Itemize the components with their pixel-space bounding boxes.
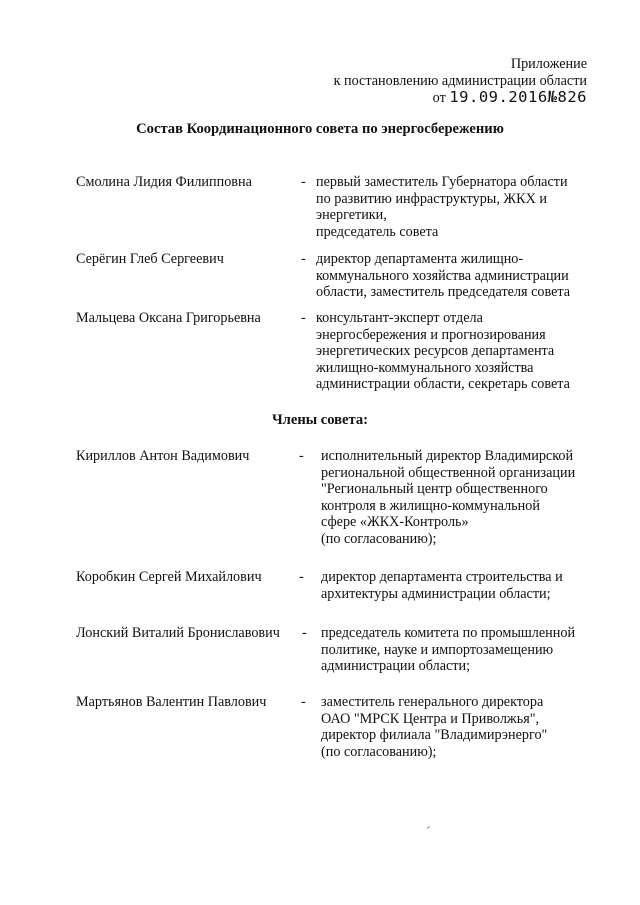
- dash-separator: -: [302, 625, 307, 641]
- position-line: заместитель генерального директора: [321, 694, 544, 710]
- person-name: Серёгин Глеб Сергеевич: [76, 251, 224, 267]
- dash-separator: -: [299, 448, 304, 464]
- dash-separator: -: [301, 694, 306, 710]
- position-line: архитектуры администрации области;: [321, 585, 551, 602]
- position-line: директор департамента жилищно-: [316, 251, 524, 267]
- position-line: жилищно-коммунального хозяйства: [316, 359, 534, 376]
- person-name: Лонский Виталий Брониславович: [76, 625, 280, 641]
- position-description: [321, 569, 611, 602]
- position-line: области, заместитель председателя совета: [316, 284, 571, 300]
- position-line: политике, науке и импортозамещению: [321, 641, 554, 658]
- position-line: исполнительный директор Владимирской: [321, 448, 574, 464]
- position-line: энергосбережения и прогнозирования: [316, 326, 546, 343]
- position-description: [321, 625, 611, 675]
- person-name: Мартьянов Валентин Павлович: [76, 694, 267, 710]
- position-line: сфере «ЖКХ-Контроль»: [321, 514, 469, 530]
- person-name: Коробкин Сергей Михайлович: [76, 569, 262, 585]
- document-title: Состав Координационного совета по энергосбережению: [136, 121, 504, 137]
- position-line: энергетических ресурсов департамента: [316, 343, 555, 359]
- position-line: директор департамента строительства и: [321, 569, 563, 585]
- appendix-label: Приложение: [510, 56, 587, 72]
- dash-separator: -: [301, 251, 306, 267]
- position-description: [316, 251, 606, 301]
- position-line: энергетики,: [316, 207, 387, 223]
- position-line: региональной общественной организации: [321, 464, 576, 481]
- position-description: [316, 174, 606, 240]
- handwritten-date: 19.09.2016: [449, 88, 548, 106]
- scan-speck: [427, 826, 430, 829]
- resolution-date-line: [327, 89, 587, 107]
- position-description: [321, 448, 611, 547]
- position-line: коммунального хозяйства администрации: [316, 267, 569, 284]
- position-line: по развитию инфраструктуры, ЖКХ и: [316, 190, 547, 207]
- position-line: (по согласованию);: [321, 530, 437, 547]
- person-name: Мальцева Оксана Григорьевна: [76, 310, 261, 326]
- position-line: администрации области;: [321, 658, 471, 674]
- dash-separator: -: [301, 174, 306, 190]
- position-line: первый заместитель Губернатора области: [316, 174, 568, 190]
- position-line: ОАО "МРСК Центра и Приволжья",: [321, 710, 540, 727]
- position-line: председатель совета: [316, 223, 439, 240]
- position-line: контроля в жилищно-коммунальной: [321, 497, 540, 514]
- position-line: директор филиала "Владимирэнерго": [321, 727, 548, 743]
- person-name: Кириллов Антон Вадимович: [76, 448, 250, 464]
- position-description: [321, 694, 611, 760]
- dash-separator: -: [299, 569, 304, 585]
- appendix-header: [327, 56, 587, 107]
- number-sign: №: [547, 88, 558, 106]
- members-heading: Члены совета:: [271, 412, 369, 428]
- position-line: "Региональный центр общественного: [321, 481, 548, 497]
- handwritten-number: 826: [557, 88, 587, 106]
- date-prefix: от: [432, 90, 446, 106]
- position-line: председатель комитета по промышленной: [321, 625, 576, 641]
- dash-separator: -: [301, 310, 306, 326]
- position-description: [316, 310, 606, 393]
- position-line: консультант-эксперт отдела: [316, 310, 483, 326]
- person-name: Смолина Лидия Филипповна: [76, 174, 252, 190]
- resolution-reference: к постановлению администрации области: [333, 72, 587, 89]
- position-line: (по согласованию);: [321, 743, 437, 760]
- position-line: администрации области, секретарь совета: [316, 376, 570, 392]
